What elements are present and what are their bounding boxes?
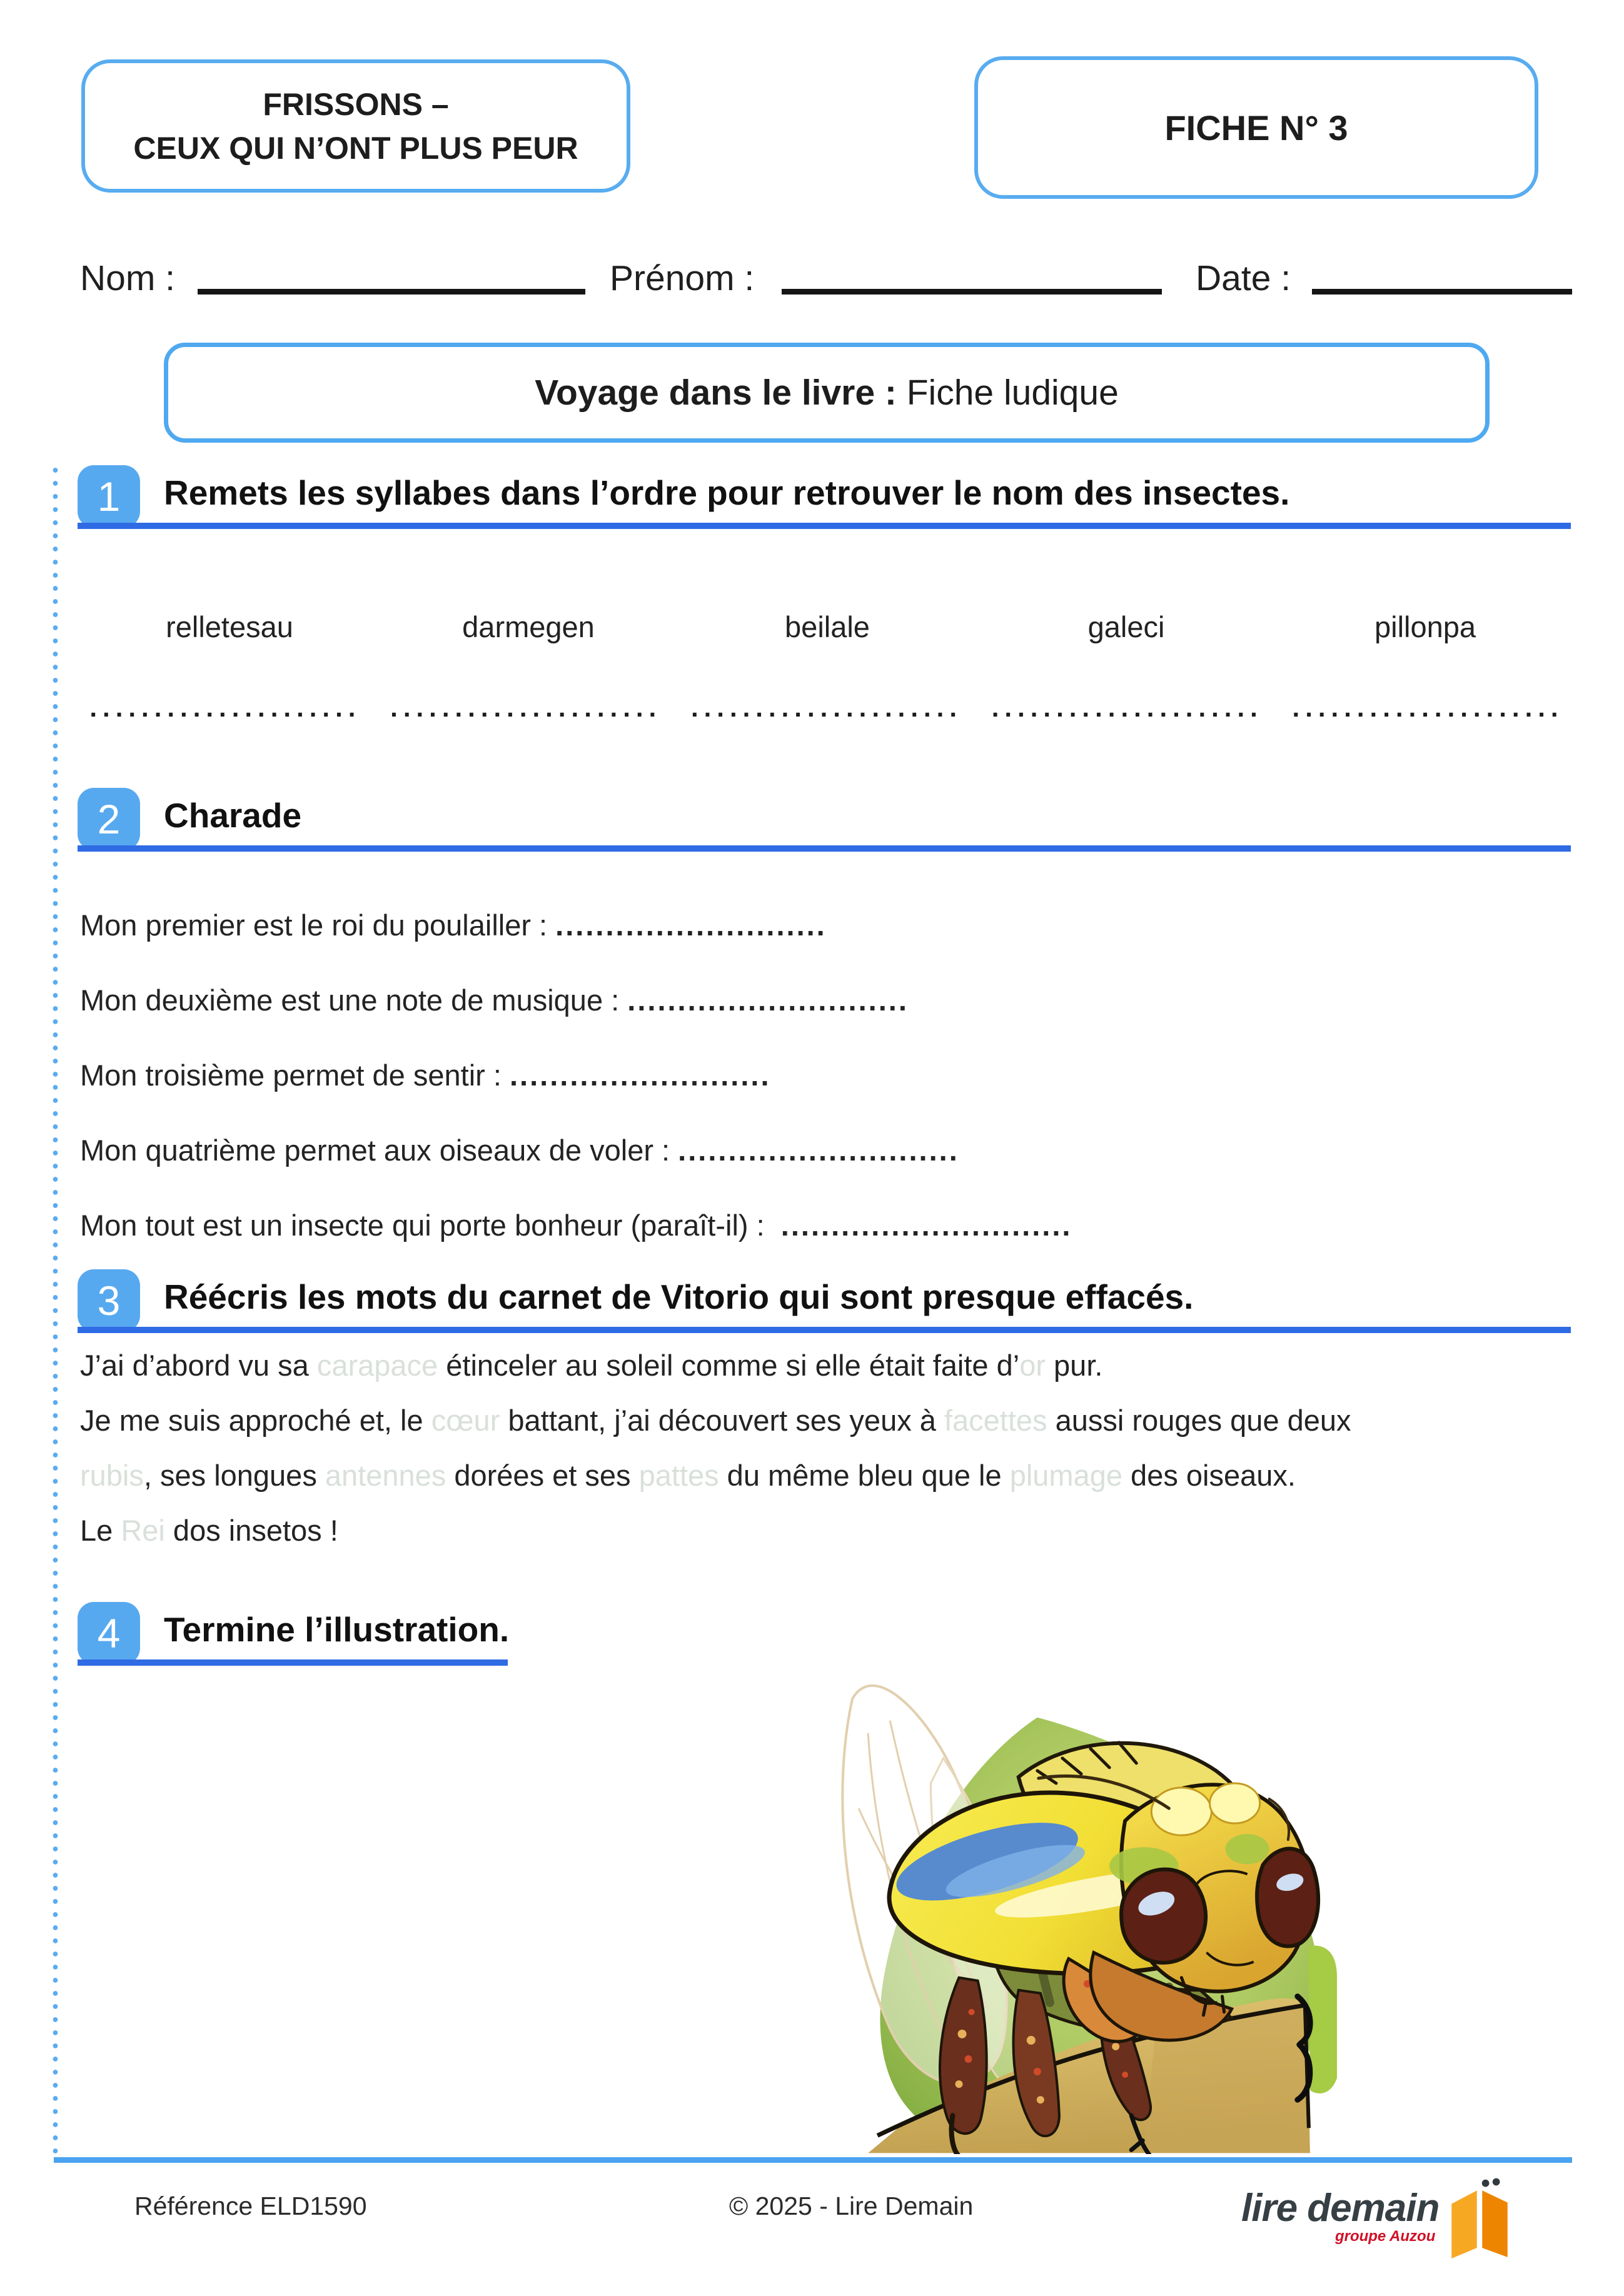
charade-label: Mon deuxième est une note de musique : (80, 984, 628, 1017)
logo-subtext: groupe Auzou (1334, 2228, 1436, 2245)
faded-word: or (1019, 1349, 1046, 1382)
faded-word: cœur (431, 1404, 500, 1437)
logo-text: lire demain (1241, 2187, 1440, 2230)
date-label: Date : (1196, 258, 1291, 298)
name-label: Nom : (80, 258, 176, 298)
subtitle-bold: Voyage dans le livre : (535, 373, 907, 413)
section3-number-badge (78, 1269, 140, 1332)
worksheet-subtitle-box (164, 343, 1490, 443)
faded-text-line-3 (80, 1458, 1581, 1493)
text-segment: dorées et ses (446, 1459, 639, 1492)
text-segment: Le (80, 1514, 121, 1547)
faded-text-line-4 (80, 1513, 1581, 1548)
answer-dots-row (75, 693, 1578, 723)
faded-word: Rei (121, 1514, 165, 1547)
section4-number: 4 (97, 1610, 121, 1656)
subtitle-regular: Fiche ludique (906, 373, 1119, 413)
answer-dots: ..................... (991, 693, 1263, 722)
text-segment: pur. (1045, 1349, 1103, 1382)
charade-label: Mon premier est le roi du poulailler : (80, 909, 556, 942)
logo-wordmark (1241, 2186, 1439, 2245)
syllable-word: galeci (1087, 610, 1165, 643)
footer-copyright: © 2025 - Lire Demain (729, 2192, 974, 2220)
charade-dots: ............................. (780, 1209, 1072, 1242)
text-segment: aussi rouges que deux (1047, 1404, 1351, 1437)
charade-dots: ............................ (678, 1134, 959, 1167)
answer-blank (677, 693, 977, 723)
charade-dots: .......................... (510, 1059, 771, 1092)
syllable-word: relletesau (166, 610, 293, 643)
logo-book-icon (1443, 2177, 1516, 2258)
fiche-number: FICHE N° 3 (1164, 108, 1348, 148)
charade-label: Mon tout est un insecte qui porte bonheur (paraît-il) : (80, 1209, 781, 1242)
section2-title: Charade (164, 796, 302, 835)
faded-text-line-1 (80, 1348, 1581, 1382)
answer-blank (75, 693, 376, 723)
section1-rule (78, 523, 1571, 529)
answer-blank (376, 693, 677, 723)
section3-number: 3 (97, 1277, 121, 1324)
margin-dotted-line (53, 465, 58, 2157)
charade-line-1 (80, 908, 827, 942)
book-title-line1: FRISSONS – (263, 86, 449, 122)
publisher-logo (1241, 2177, 1516, 2258)
section1-number-badge (78, 465, 140, 528)
section3-rule (78, 1327, 1571, 1333)
charade-line-3 (80, 1058, 771, 1092)
faded-word: facettes (944, 1404, 1047, 1437)
charade-line-4 (80, 1133, 959, 1167)
text-segment: Je me suis approché et, le (80, 1404, 431, 1437)
faded-word: pattes (638, 1459, 719, 1492)
footer-rule (54, 2157, 1572, 2163)
section2-rule (78, 845, 1571, 852)
section4-rule (78, 1659, 508, 1666)
faded-word: rubis (80, 1459, 144, 1492)
date-fill-line (1312, 289, 1572, 295)
footer-reference: Référence ELD1590 (134, 2192, 367, 2220)
charade-line-2 (80, 983, 909, 1017)
book-title (133, 83, 578, 170)
section4-title: Termine l’illustration. (164, 1610, 510, 1649)
syllable-word: pillonpa (1374, 610, 1476, 643)
section4-number-badge (78, 1602, 140, 1664)
insect-illustration (830, 1682, 1338, 2154)
text-segment: battant, j’ai découvert ses yeux à (500, 1404, 944, 1437)
charade-dots: ........................... (555, 909, 827, 942)
faded-word: antennes (325, 1459, 446, 1492)
answer-dots: ..................... (690, 693, 963, 722)
text-segment: du même bleu que le (719, 1459, 1010, 1492)
section3-title: Réécris les mots du carnet de Vitorio qui sont presque effacés. (164, 1277, 1194, 1316)
name-fill-line (198, 289, 585, 295)
faded-word: carapace (316, 1349, 438, 1382)
syllable-word: beilale (785, 610, 870, 643)
charade-dots: ............................ (627, 984, 909, 1017)
charade-line-5 (80, 1208, 1072, 1242)
section2-number-badge (78, 788, 140, 850)
firstname-fill-line (782, 289, 1162, 295)
text-segment: J’ai d’abord vu sa (80, 1349, 317, 1382)
firstname-label: Prénom : (610, 258, 755, 298)
charade-label: Mon troisième permet de sentir : (80, 1059, 510, 1092)
answer-dots: ..................... (1292, 693, 1564, 722)
book-title-line2: CEUX QUI N’ONT PLUS PEUR (133, 130, 578, 166)
charade-label: Mon quatrième permet aux oiseaux de voler : (80, 1134, 678, 1167)
fiche-number-box (974, 56, 1538, 199)
faded-text-line-2 (80, 1403, 1581, 1438)
text-segment: étinceler au soleil comme si elle était faite d’ (438, 1349, 1020, 1382)
syllable-word: darmegen (462, 610, 595, 643)
book-title-box (81, 59, 630, 193)
answer-blank (1278, 693, 1578, 723)
faded-word: plumage (1009, 1459, 1122, 1492)
syllable-words-row (80, 610, 1575, 644)
text-segment: dos insetos ! (164, 1514, 338, 1547)
answer-blank (977, 693, 1278, 723)
section1-number: 1 (97, 473, 121, 520)
text-segment: , ses longues (143, 1459, 325, 1492)
section2-number: 2 (97, 796, 121, 842)
section1-title: Remets les syllabes dans l’ordre pour retrouver le nom des insectes. (164, 473, 1290, 512)
answer-dots: ..................... (89, 693, 361, 722)
answer-dots: ..................... (390, 693, 662, 722)
text-segment: des oiseaux. (1122, 1459, 1296, 1492)
